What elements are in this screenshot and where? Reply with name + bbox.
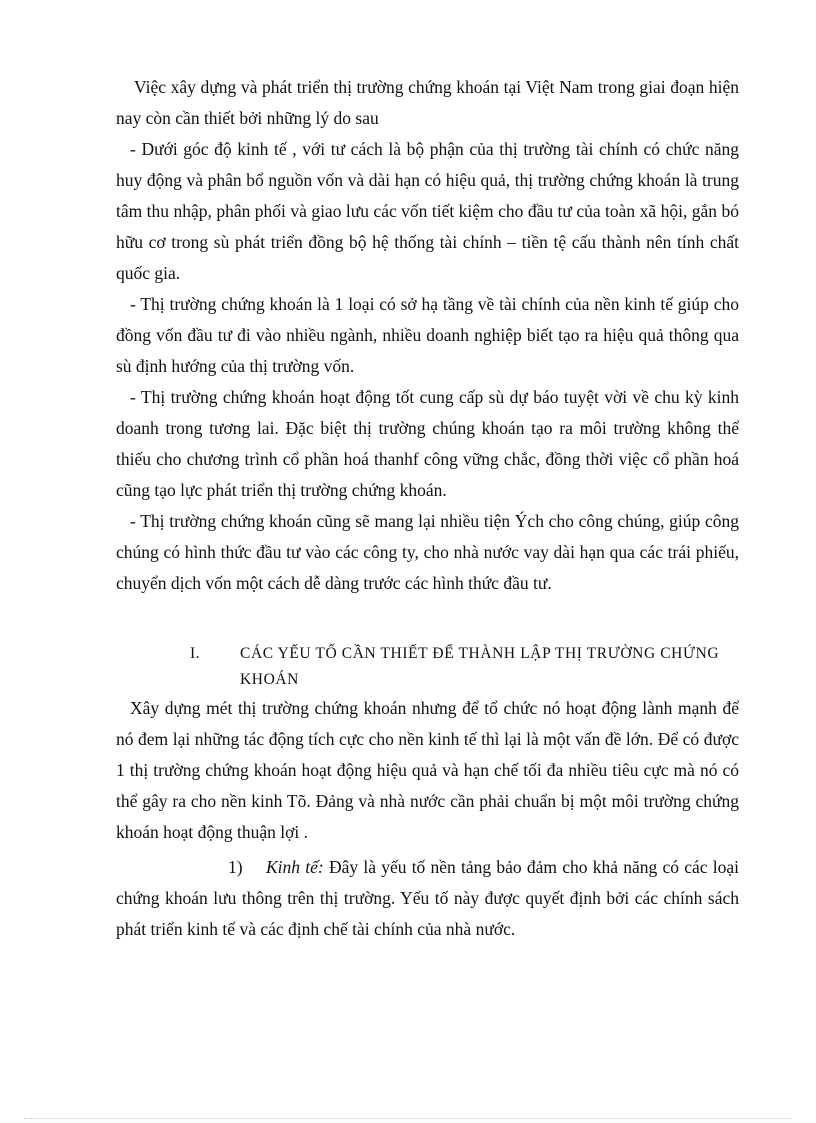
section-body-paragraph: Xây dựng mét thị trường chứng khoán nhưng để tổ chức nó hoạt động lành mạnh để nó đem lại những tác động tích cực cho nền kinh tế thì lại là một vấn đề lớn. Để có được 1 thị trường chứng khoán hoạt động hiệu quả và hạn chế tối đa nhiều tiêu cực mà nó có thể gây ra cho nền kinh Tõ. Đảng và nhà nước cần phải chuẩn bị một môi trường chứng khoán hoạt động thuận lợi . xyxy=(116,698,739,842)
subsection-label: Kinh tế: xyxy=(266,857,324,877)
section-title: CÁC YẾU TỐ CẦN THIẾT ĐỂ THÀNH LẬP THỊ TRƯỜNG CHỨNG KHOÁN xyxy=(240,645,720,688)
bullet-paragraph-economic-angle: - Dưới góc độ kinh tế , với tư cách là bộ phận của thị trường tài chính có chức năng huy động và phân bổ nguồn vốn và dài hạn có hiệu quả, thị trường chứng khoán là trung tâm thu nhập, phân phối và giao lưu các vốn tiết kiệm cho đầu tư của toàn xã hội, gắn bó hữu cơ trong sù phát triển đồng bộ hệ thống tài chính – tiền tệ cấu thành nên tính chất quốc gia. xyxy=(116,139,739,283)
subsection-paragraph xyxy=(116,852,739,945)
section-number: I. xyxy=(190,645,201,662)
bullet-paragraph-public-benefit: - Thị trường chứng khoán cũng sẽ mang lại nhiều tiện Ých cho công chúng, giúp công chúng có hình thức đầu tư vào các công ty, cho nhà nước vay dài hạn qua các trái phiếu, chuyển dịch vốn một cách dễ dàng trước các hình thức đầu tư. xyxy=(116,511,739,593)
subsection-text: Đây là yếu tố nền tảng bảo đảm cho khả năng có các loại chứng khoán lưu thông trên thị trường. Yếu tố này được quyết định bởi các chính sách phát triển kinh tế và các định chế tài chính của nhà nước. xyxy=(116,857,739,939)
page-bottom-divider xyxy=(24,1118,792,1119)
bullet-paragraph-infrastructure: - Thị trường chứng khoán là 1 loại có sở hạ tầng về tài chính của nền kinh tế giúp cho đồng vốn đầu tư đi vào nhiều ngành, nhiều doanh nghiệp biết tạo ra hiệu quả thông qua sù định hướng của thị trường vốn. xyxy=(116,294,739,376)
section-heading xyxy=(116,641,739,693)
intro-paragraph: Việc xây dựng và phát triển thị trường chứng khoán tại Việt Nam trong giai đoạn hiện nay còn cần thiết bởi những lý do sau xyxy=(116,77,739,128)
document-page xyxy=(116,72,739,945)
subsection-number: 1) xyxy=(228,857,243,877)
bullet-paragraph-forecast: - Thị trường chứng khoán hoạt động tốt cung cấp sù dự báo tuyệt vời về chu kỳ kinh doanh trong tương lai. Đặc biệt thị trường chúng khoán tạo ra môi trường không thể thiếu cho chương trình cổ phần hoá thanhf công vững chắc, đồng thời việc cổ phần hoá cũng tạo lực phát triển thị trường chứng khoán. xyxy=(116,387,739,500)
